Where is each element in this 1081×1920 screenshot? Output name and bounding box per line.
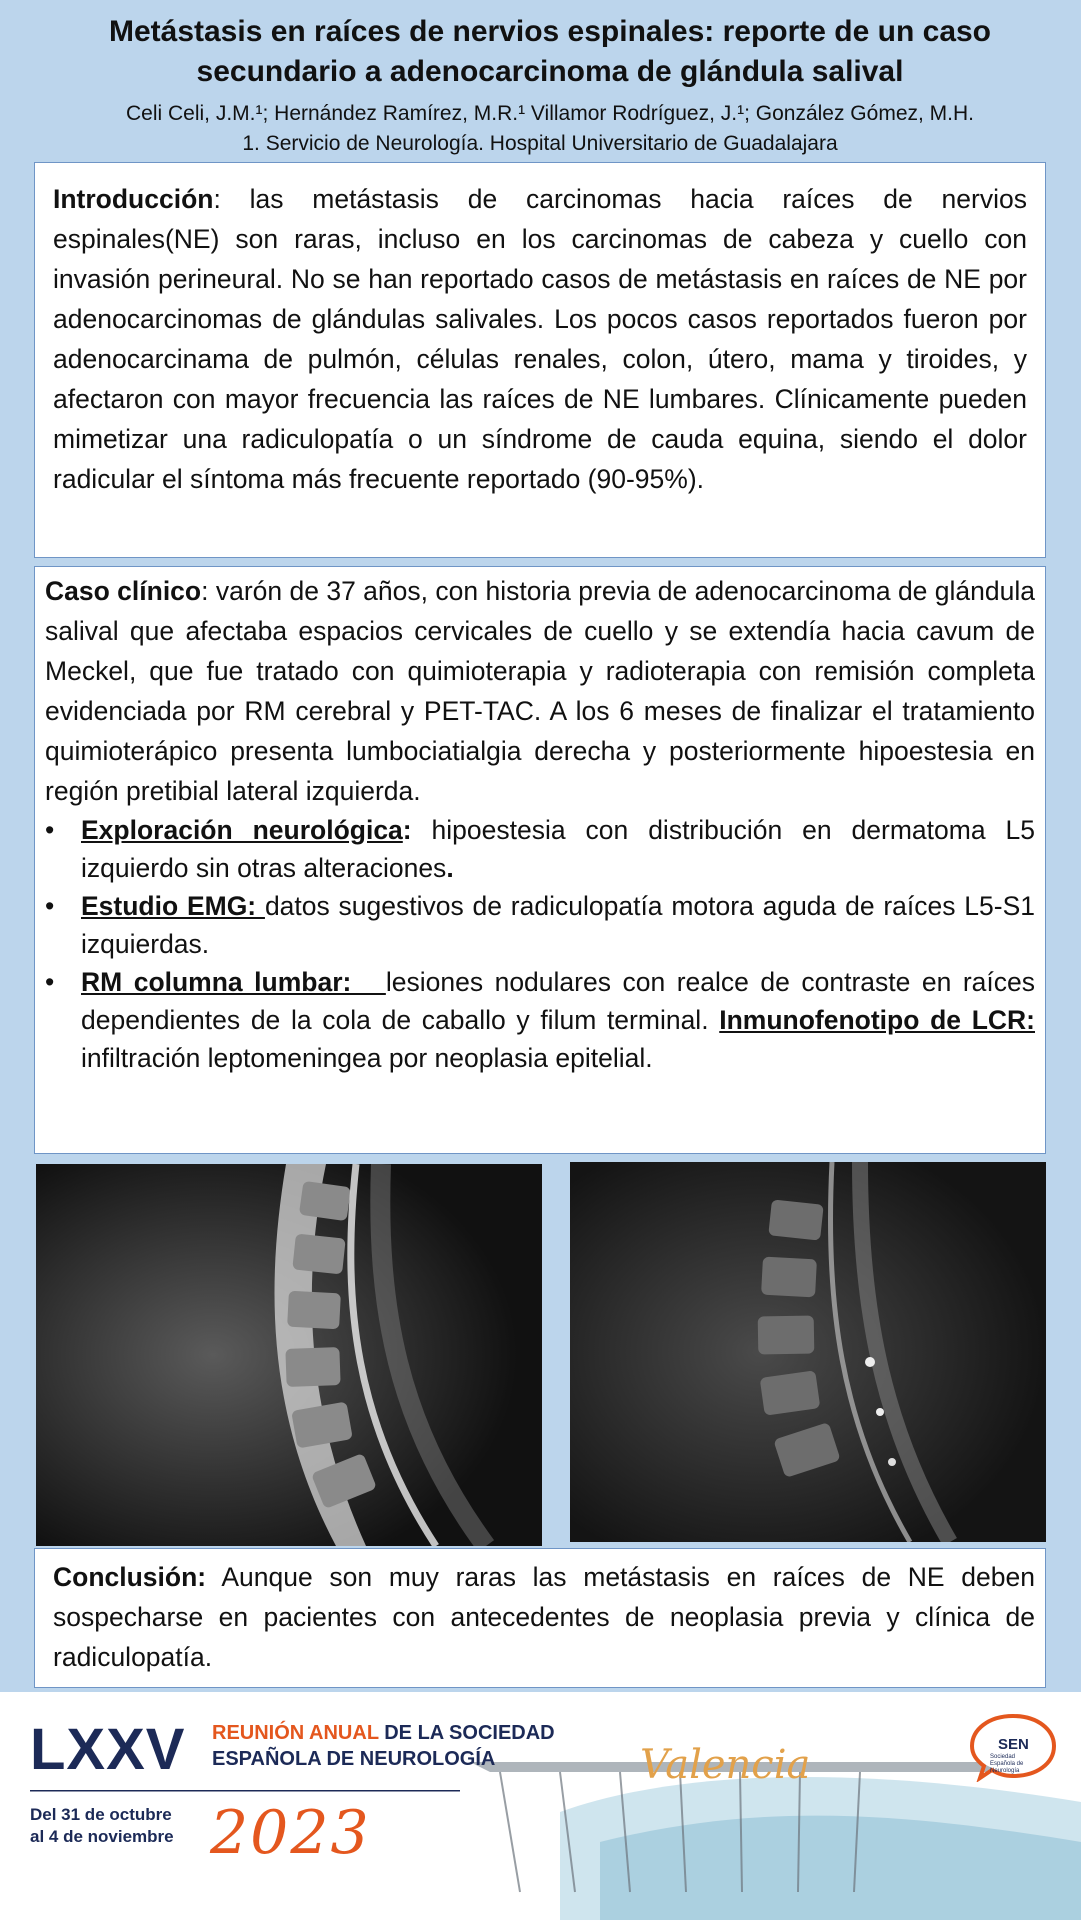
sen-logo-text: SEN [998,1736,1029,1753]
congress-number: LXXV [30,1717,186,1782]
congress-name-line2: ESPAÑOLA DE NEUROLOGÍA [212,1748,496,1770]
bullet-text-2: infiltración leptomeningea por neoplasia epitelial. [81,1043,653,1073]
mri-image-t2 [36,1164,542,1546]
congress-city: Valencia [640,1742,811,1788]
conclusion-text: Aunque son muy raras las metástasis en raíces de NE deben sospecharse en pacientes con antecedentes de neoplasia previa y clínica de radiculopatía. [53,1562,1035,1672]
mri-image-t1-contrast [570,1162,1046,1542]
conclusion-heading: Conclusión: [53,1562,207,1592]
bullet-exploracion [45,811,1035,887]
bullet-emg [45,887,1035,963]
intro-paragraph [53,179,1027,499]
congress-name [212,1720,555,1772]
case-text: : varón de 37 años, con historia previa de adenocarcinoma de glándula salival que afectaba espacios cervicales de cuello y se extendía hacia cavum de Meckel, que fue tratado con quimioterapia y radioterapia con remisión completa evidenciada por RM cerebral y PET-TAC. A los 6 meses de finalizar el tratamiento quimioterápico presenta lumbociatialgia derecha y posteriormente hipoestesia en región pretibial lateral izquierda. [45,576,1035,806]
case-bullets [45,811,1035,1077]
title-line-2: secundario a adenocarcinoma de glándula salival [196,55,904,88]
bullet-label: Exploración neurológica [81,815,403,845]
bullet-label: Estudio EMG: [81,891,265,921]
intro-text: : las metástasis de carcinomas hacia raíces de nervios espinales(NE) son raras, incluso en los carcinomas de cabeza y cuello con invasión perineural. No se han reportado casos de metástasis en raíces de NE por adenocarcinomas de glándulas salivales. Los pocos casos reportados fueron por adenocarcinama de pulmón, células renales, colon, útero, mama y tiroides, y afectaron con mayor frecuencia las raíces de NE lumbares. Clínicamente pueden mimetizar una radiculopatía o un síndrome de cauda equina, siendo el dolor radicular el síntoma más frecuente reportado (90-95%). [53,184,1027,494]
case-heading: Caso clínico [45,576,202,606]
bullet-rm [45,963,1035,1077]
bullet-icon: • [45,891,55,921]
conclusion-section [34,1548,1046,1688]
dates-line-1: Del 31 de octubre [30,1805,172,1824]
bullet-icon: • [45,815,55,845]
bullet-text: lesiones nodulares con realce de contraste en raíces dependientes de la cola de caballo y filum terminal. [81,967,1035,1035]
bullet-label-2: Inmunofenotipo de LCR: [719,1005,1035,1035]
case-paragraph [45,571,1035,811]
congress-name-part1: REUNIÓN ANUAL [212,1722,379,1744]
dates-line-2: al 4 de noviembre [30,1827,174,1846]
congress-banner [0,1692,1081,1920]
congress-dates [30,1804,174,1848]
congress-name-part2: DE LA SOCIEDAD [378,1722,555,1744]
spine-mri-graphic [36,1164,542,1546]
sen-logo-subtext: Sociedad Española de Neurología [990,1754,1024,1774]
authors: Celi Celi, J.M.¹; Hernández Ramírez, M.R.¹ Villamor Rodríguez, J.¹; González Gómez, M.H. [125,102,974,125]
case-section [34,566,1046,1154]
bullet-icon: • [45,967,55,997]
bullet-separator: : [402,815,412,845]
bullet-text: hipoestesia con distribución en dermatoma L5 izquierdo sin otras alteraciones [81,815,1035,883]
bullet-text: datos sugestivos de radiculopatía motora aguda de raíces L5-S1 izquierdas. [81,891,1036,959]
bullet-label: RM columna lumbar: [81,967,386,997]
intro-heading: Introducción [53,184,214,214]
affiliation: 1. Servicio de Neurología. Hospital Universitario de Guadalajara [242,132,838,155]
congress-year: 2023 [210,1798,371,1868]
spine-mri-graphic [570,1162,1046,1542]
conclusion-paragraph [53,1557,1035,1677]
intro-section [34,162,1046,558]
title-line-1: Metástasis en raíces de nervios espinales: reporte de un caso [108,15,992,48]
bullet-end: . [446,853,454,883]
poster-title [40,12,1060,92]
